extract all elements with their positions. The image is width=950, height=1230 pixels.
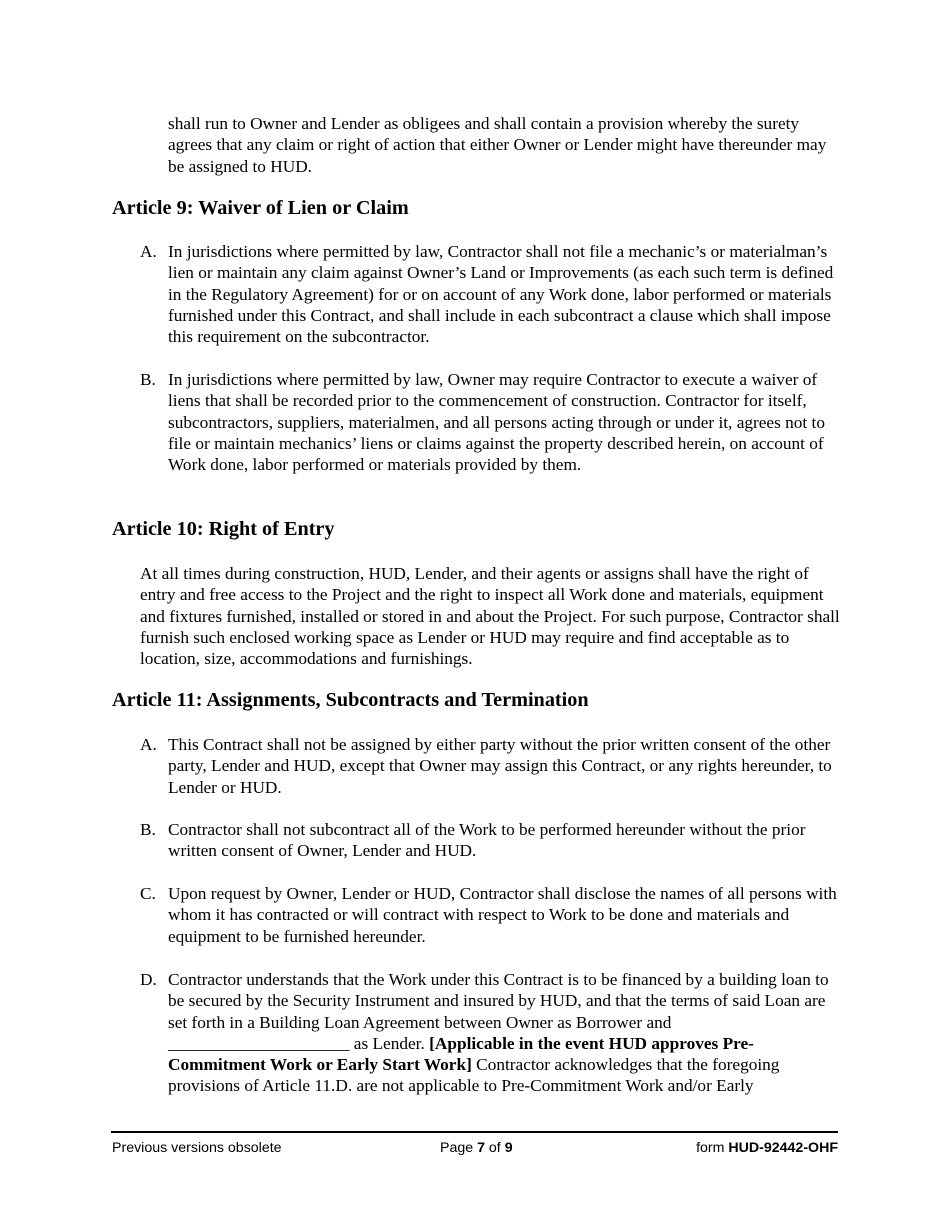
article-11-heading: Article 11: Assignments, Subcontracts and Termination	[112, 689, 589, 711]
item-letter: C.	[140, 884, 156, 903]
article-10-paragraph	[140, 563, 840, 669]
item-letter: D.	[140, 970, 157, 989]
footer-obsolete-note: Previous versions obsolete	[112, 1140, 282, 1156]
article-10-text: At all times during construction, HUD, Lender, and their agents or assigns shall have the right of entry and free access to the Project and the right to inspect all Work done and materials, equipment and fixtures furnished, installed or stored in and about the Project. For such purpose, Contractor shall furnish such enclosed working space as Lender or HUD may require and find acceptable as to location, size, accommodations and furnishings.	[140, 564, 840, 669]
item-text-start: Contractor understands that the Work under this Contract is to be financed by a building loan to be secured by the Security Instrument and insured by HUD, and that the terms of said Loan are set forth in a Building Loan Agreement between Owner as Borrower and _____________________ as Lender.	[168, 970, 829, 1053]
item-text: Contractor shall not subcontract all of the Work to be performed hereunder without the prior written consent of Owner, Lender and HUD.	[168, 820, 806, 861]
intro-paragraph	[168, 113, 838, 177]
article-11-item-d	[140, 969, 840, 1097]
item-bold-text: [Applicable in the event HUD approves Pre-Commitment Work or Early Start Work]	[168, 1033, 754, 1075]
form-label: form	[696, 1140, 729, 1156]
item-letter: B.	[140, 820, 156, 839]
footer-form-id	[696, 1139, 838, 1157]
item-letter: A.	[140, 735, 157, 754]
item-text: This Contract shall not be assigned by either party without the prior written consent of the other party, Lender and HUD, except that Owner may assign this Contract, or any rights hereunder, to Lender or HUD.	[168, 735, 832, 797]
article-11-item-c	[140, 883, 840, 947]
article-9-item-b	[140, 369, 840, 475]
item-letter: A.	[140, 242, 157, 261]
item-text: Upon request by Owner, Lender or HUD, Contractor shall disclose the names of all persons with whom it has contracted or will contract with respect to Work to be done and materials and equipment to be furnished hereunder.	[168, 884, 837, 946]
item-text	[168, 969, 840, 1097]
article-11-item-a	[140, 734, 840, 798]
page-current: 7	[477, 1140, 485, 1156]
form-number: HUD-92442-OHF	[728, 1140, 838, 1156]
intro-text: shall run to Owner and Lender as obligees and shall contain a provision whereby the surety agrees that any claim or right of action that either Owner or Lender might have thereunder may be assigned to HUD.	[168, 114, 827, 176]
item-text: In jurisdictions where permitted by law, Contractor shall not file a mechanic’s or materialman’s lien or maintain any claim against Owner’s Land or Improvements (as each such term is defined in the Regulatory Agreement) for or on account of any Work done, labor performed or materials furnished under this Contract, and shall include in each subcontract a clause which shall impose this requirement on the subcontractor.	[168, 242, 834, 347]
article-9-item-a	[140, 241, 840, 347]
article-9-heading: Article 9: Waiver of Lien or Claim	[112, 197, 409, 219]
item-letter: B.	[140, 370, 156, 389]
page-total: 9	[504, 1140, 513, 1156]
article-11-item-b	[140, 819, 840, 862]
page-label: Page	[440, 1140, 478, 1156]
item-text-end: Contractor acknowledges that the foregoing provisions of Article 11.D. are not applicable to Pre-Commitment Work and/or Early	[168, 1055, 780, 1096]
footer-divider	[111, 1131, 838, 1133]
page-of: of	[484, 1140, 505, 1156]
article-10-heading: Article 10: Right of Entry	[112, 518, 335, 540]
item-text: In jurisdictions where permitted by law, Owner may require Contractor to execute a waiver of liens that shall be recorded prior to the commencement of construction. Contractor for itself, subcontractors, suppliers, materialmen, and all persons acting through or under it, agrees not to file or maintain mechanics’ liens or claims against the property described herein, on account of Work done, labor performed or materials provided by them.	[168, 370, 825, 475]
footer-page-number	[440, 1139, 513, 1157]
